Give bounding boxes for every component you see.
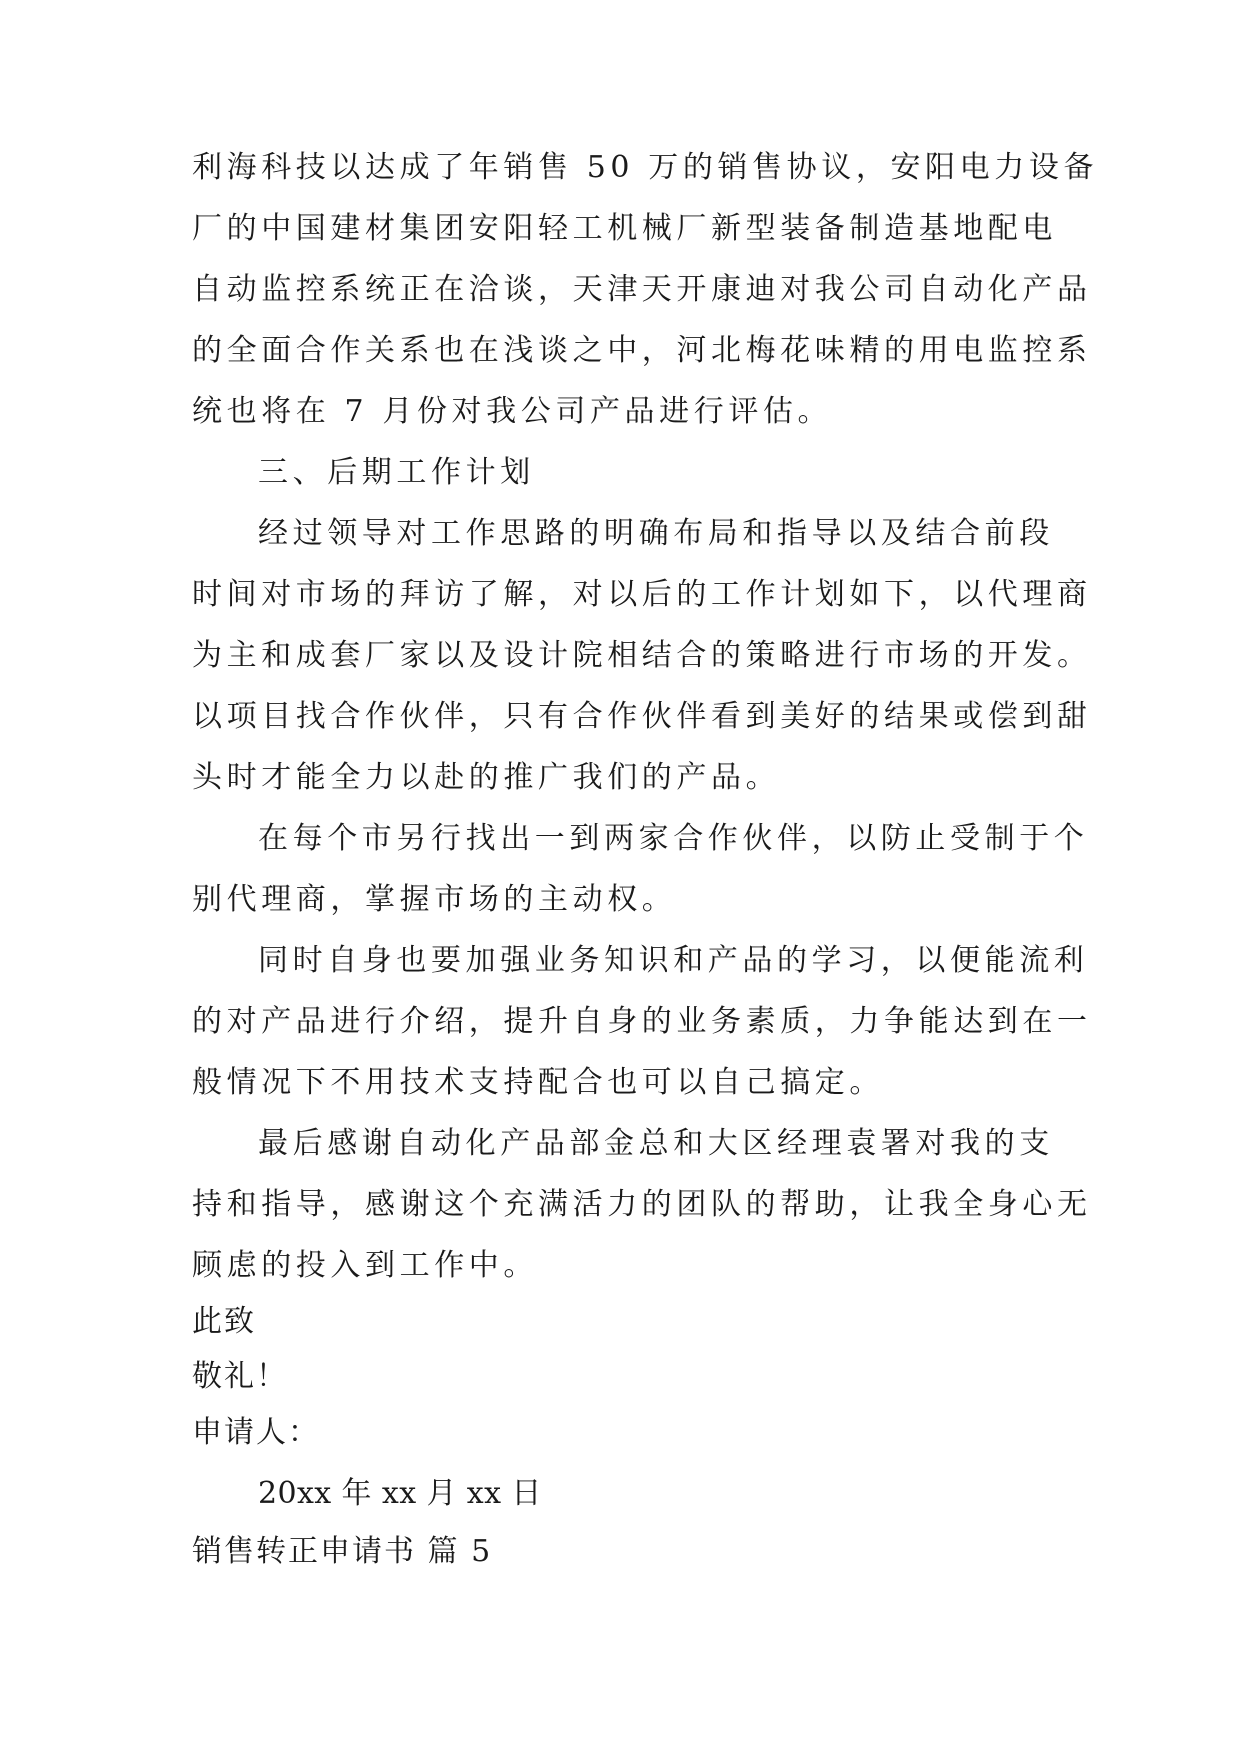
body-text-line: 经过领导对工作思路的明确布局和指导以及结合前段 (258, 516, 1054, 551)
body-text-line: 的对产品进行介绍，提升自身的业务素质，力争能达到在一 (192, 1004, 1092, 1039)
section-title: 销售转正申请书 篇 5 (192, 1534, 493, 1569)
body-text-line: 同时自身也要加强业务知识和产品的学习，以便能流利 (258, 943, 1089, 978)
body-text-line: 般情况下不用技术支持配合也可以自己搞定。 (192, 1065, 884, 1100)
closing-regards: 敬礼！ (192, 1359, 288, 1394)
body-text-line: 头时才能全力以赴的推广我们的产品。 (192, 760, 781, 795)
date-line: 20xx 年 xx 月 xx 日 (258, 1476, 542, 1511)
body-text-line: 为主和成套厂家以及设计院相结合的策略进行市场的开发。 (192, 638, 1092, 673)
section-heading: 三、后期工作计划 (258, 455, 535, 490)
body-text-line: 在每个市另行找出一到两家合作伙伴，以防止受制于个 (258, 821, 1089, 856)
body-text-line: 以项目找合作伙伴，只有合作伙伴看到美好的结果或偿到甜 (192, 699, 1092, 734)
body-text-line: 时间对市场的拜访了解，对以后的工作计划如下，以代理商 (192, 577, 1092, 612)
body-text-line: 厂的中国建材集团安阳轻工机械厂新型装备制造基地配电 (192, 211, 1057, 246)
body-text-line: 最后感谢自动化产品部金总和大区经理袁署对我的支 (258, 1126, 1054, 1161)
body-text-line: 自动监控系统正在洽谈，天津天开康迪对我公司自动化产品 (192, 272, 1092, 307)
body-text-line: 别代理商，掌握市场的主动权。 (192, 882, 677, 917)
body-text-line: 利海科技以达成了年销售 50 万的销售协议，安阳电力设备 (192, 150, 1099, 185)
body-text-line: 顾虑的投入到工作中。 (192, 1248, 538, 1283)
body-text-line: 的全面合作关系也在浅谈之中，河北梅花味精的用电监控系 (192, 333, 1092, 368)
body-text-line: 统也将在 7 月份对我公司产品进行评估。 (192, 394, 833, 429)
closing-salutation: 此致 (192, 1304, 256, 1339)
applicant-label: 申请人： (192, 1415, 320, 1450)
body-text-line: 持和指导，感谢这个充满活力的团队的帮助，让我全身心无 (192, 1187, 1092, 1222)
